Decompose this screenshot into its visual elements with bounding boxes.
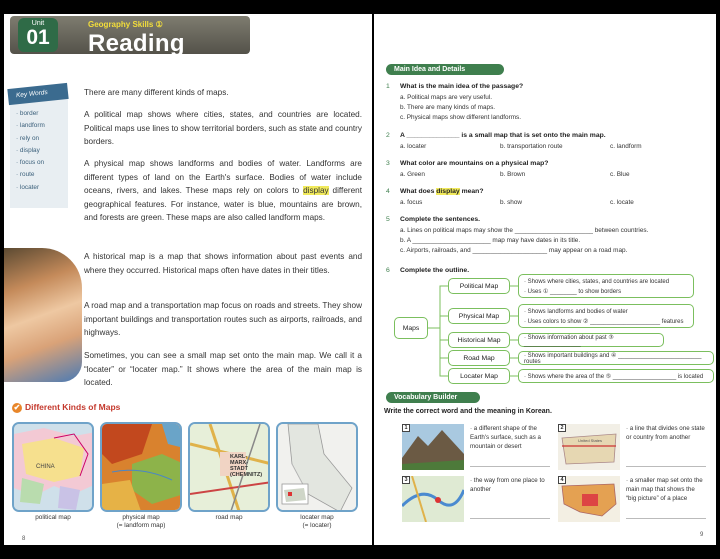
question-6: 6 Complete the outline.: [386, 267, 470, 274]
unit-label: Unit: [31, 20, 45, 27]
vocab-image-landform: 1: [402, 424, 464, 470]
question-3: 3 What color are mountains on a physical map? a. Green b. Brown c. Blue: [386, 160, 630, 178]
map-caption: locater map (= locater): [300, 514, 334, 529]
key-words-title: Key Words: [7, 83, 68, 105]
outline-node-political: Political Map: [448, 278, 510, 294]
child-photo: [4, 248, 82, 382]
skill-subtitle: Geography Skills ①: [88, 20, 163, 29]
paragraph: A road map and a transportation map focus on roads and streets. They show important buildings and transportation routes such as airports, railroads, and highways.: [84, 301, 362, 337]
check-icon: ✔: [13, 403, 21, 412]
paragraph: A historical map is a map that shows information about past events and where they occurred. Historical maps often have dates in their titles.: [84, 252, 362, 275]
outline-details-physical: · Shows landforms and bodies of water · Uses colors to show ② _____________________ features: [518, 304, 694, 328]
vocab-heading: Vocabulary Builder: [386, 392, 480, 403]
question-5: 5 Complete the sentences. a. Lines on political maps may show the ______________________ between countries. b. A ______________________ map may have dates in its title. c. Airports, railroads, and _____________________ may appear on a road map.: [386, 216, 649, 254]
vocab-definition: · the way from one place to another: [470, 477, 545, 493]
vocab-definition: · a line that divides one state or country from another: [626, 425, 705, 441]
outline-node-road: Road Map: [448, 350, 510, 366]
key-word: · locater: [16, 183, 40, 191]
different-kinds-heading: ✔ Different Kinds of Maps: [13, 402, 121, 412]
locater-map-image: [276, 422, 358, 512]
physical-map-image: [100, 422, 182, 512]
svg-text:United States: United States: [578, 438, 603, 443]
road-map-image: [188, 422, 270, 512]
outline-details-road: · Shows important buildings and ④ _________________________ routes: [518, 351, 714, 365]
vocab-definition: · a different shape of the Earth's surface, such as a mountain or desert: [470, 425, 541, 450]
key-word: · display: [16, 146, 40, 154]
outline-details-historical: · Shows information about past ③ _________________: [518, 333, 664, 347]
question-2: 2 A ______________ is a small map that is set onto the main map. a. locater b. transportation route c. landform: [386, 132, 642, 150]
key-word: · route: [16, 171, 35, 179]
paragraph: There are many different kinds of maps.: [84, 88, 229, 97]
outline-root-maps: Maps: [394, 317, 428, 339]
main-idea-heading: Main Idea and Details: [386, 64, 504, 75]
map-caption: road map: [215, 514, 243, 521]
key-word: · border: [16, 110, 39, 117]
map-label-city: KARL-MARX-STADT (CHEMNITZ): [230, 454, 263, 478]
unit-badge: [18, 18, 58, 52]
unit-banner: [10, 16, 250, 85]
paragraph: A political map shows where cities, states, and countries are located. Political maps use lines to show territorial borders, such as state and country borders.: [84, 110, 362, 146]
outline-node-physical: Physical Map: [448, 308, 510, 324]
outline-node-locater: Locater Map: [448, 368, 510, 384]
page-number: 8: [22, 536, 26, 542]
key-words-list: [16, 110, 45, 196]
map-caption: political map: [35, 514, 71, 521]
vocab-image-locater: 4: [558, 476, 620, 522]
question-1: 1 What is the main idea of the passage? a. Political maps are very useful. b. There are many kinds of maps. c. Physical maps show different landforms.: [386, 83, 524, 121]
page-number: 9: [700, 532, 704, 538]
paragraph: Sometimes, you can see a small map set onto the main map. We call it a “locater” or “locater map.” It shows where the area of the main map is located.: [84, 351, 362, 387]
right-page: [374, 14, 716, 545]
page-title: Reading Maps: [88, 30, 185, 85]
question-4: 4 What does display mean? a. focus b. show c. locate: [386, 188, 634, 206]
map-caption: physical map (= landform map): [116, 514, 166, 529]
outline-details-political: · Shows where cities, states, and countries are located · Uses ① ________ to show borders: [518, 274, 694, 298]
outline-node-historical: Historical Map: [448, 332, 510, 348]
map-label-china: CHINA: [36, 464, 55, 470]
outline-details-locater: · Shows where the area of the ⑤ ___________________ is located: [518, 369, 714, 383]
key-word: · focus on: [16, 159, 45, 167]
vocab-definition: · a smaller map set onto the main map that shows the “big picture” of a place: [626, 477, 703, 502]
highlight-word: display: [436, 188, 460, 195]
political-map-image: [12, 422, 94, 512]
paragraph: A physical map shows landforms and bodies of water. Landforms are different types of land on the Earth's surface. Bodies of water include oceans, rivers, and lakes. These maps rely on colors to display different geographical features. For instance, water is blue, mountains are brown, and forests are green. These maps are also called landform maps.: [84, 159, 362, 222]
left-page: [4, 14, 372, 545]
vocab-image-border: United States 2: [558, 424, 620, 470]
vocab-instruction: Write the correct word and the meaning in Korean.: [384, 408, 552, 415]
unit-number: 01: [26, 26, 50, 49]
key-word: · landform: [16, 122, 45, 130]
key-word: · rely on: [16, 134, 40, 142]
highlight-word: display: [303, 186, 329, 195]
vocab-image-route: 3: [402, 476, 464, 522]
